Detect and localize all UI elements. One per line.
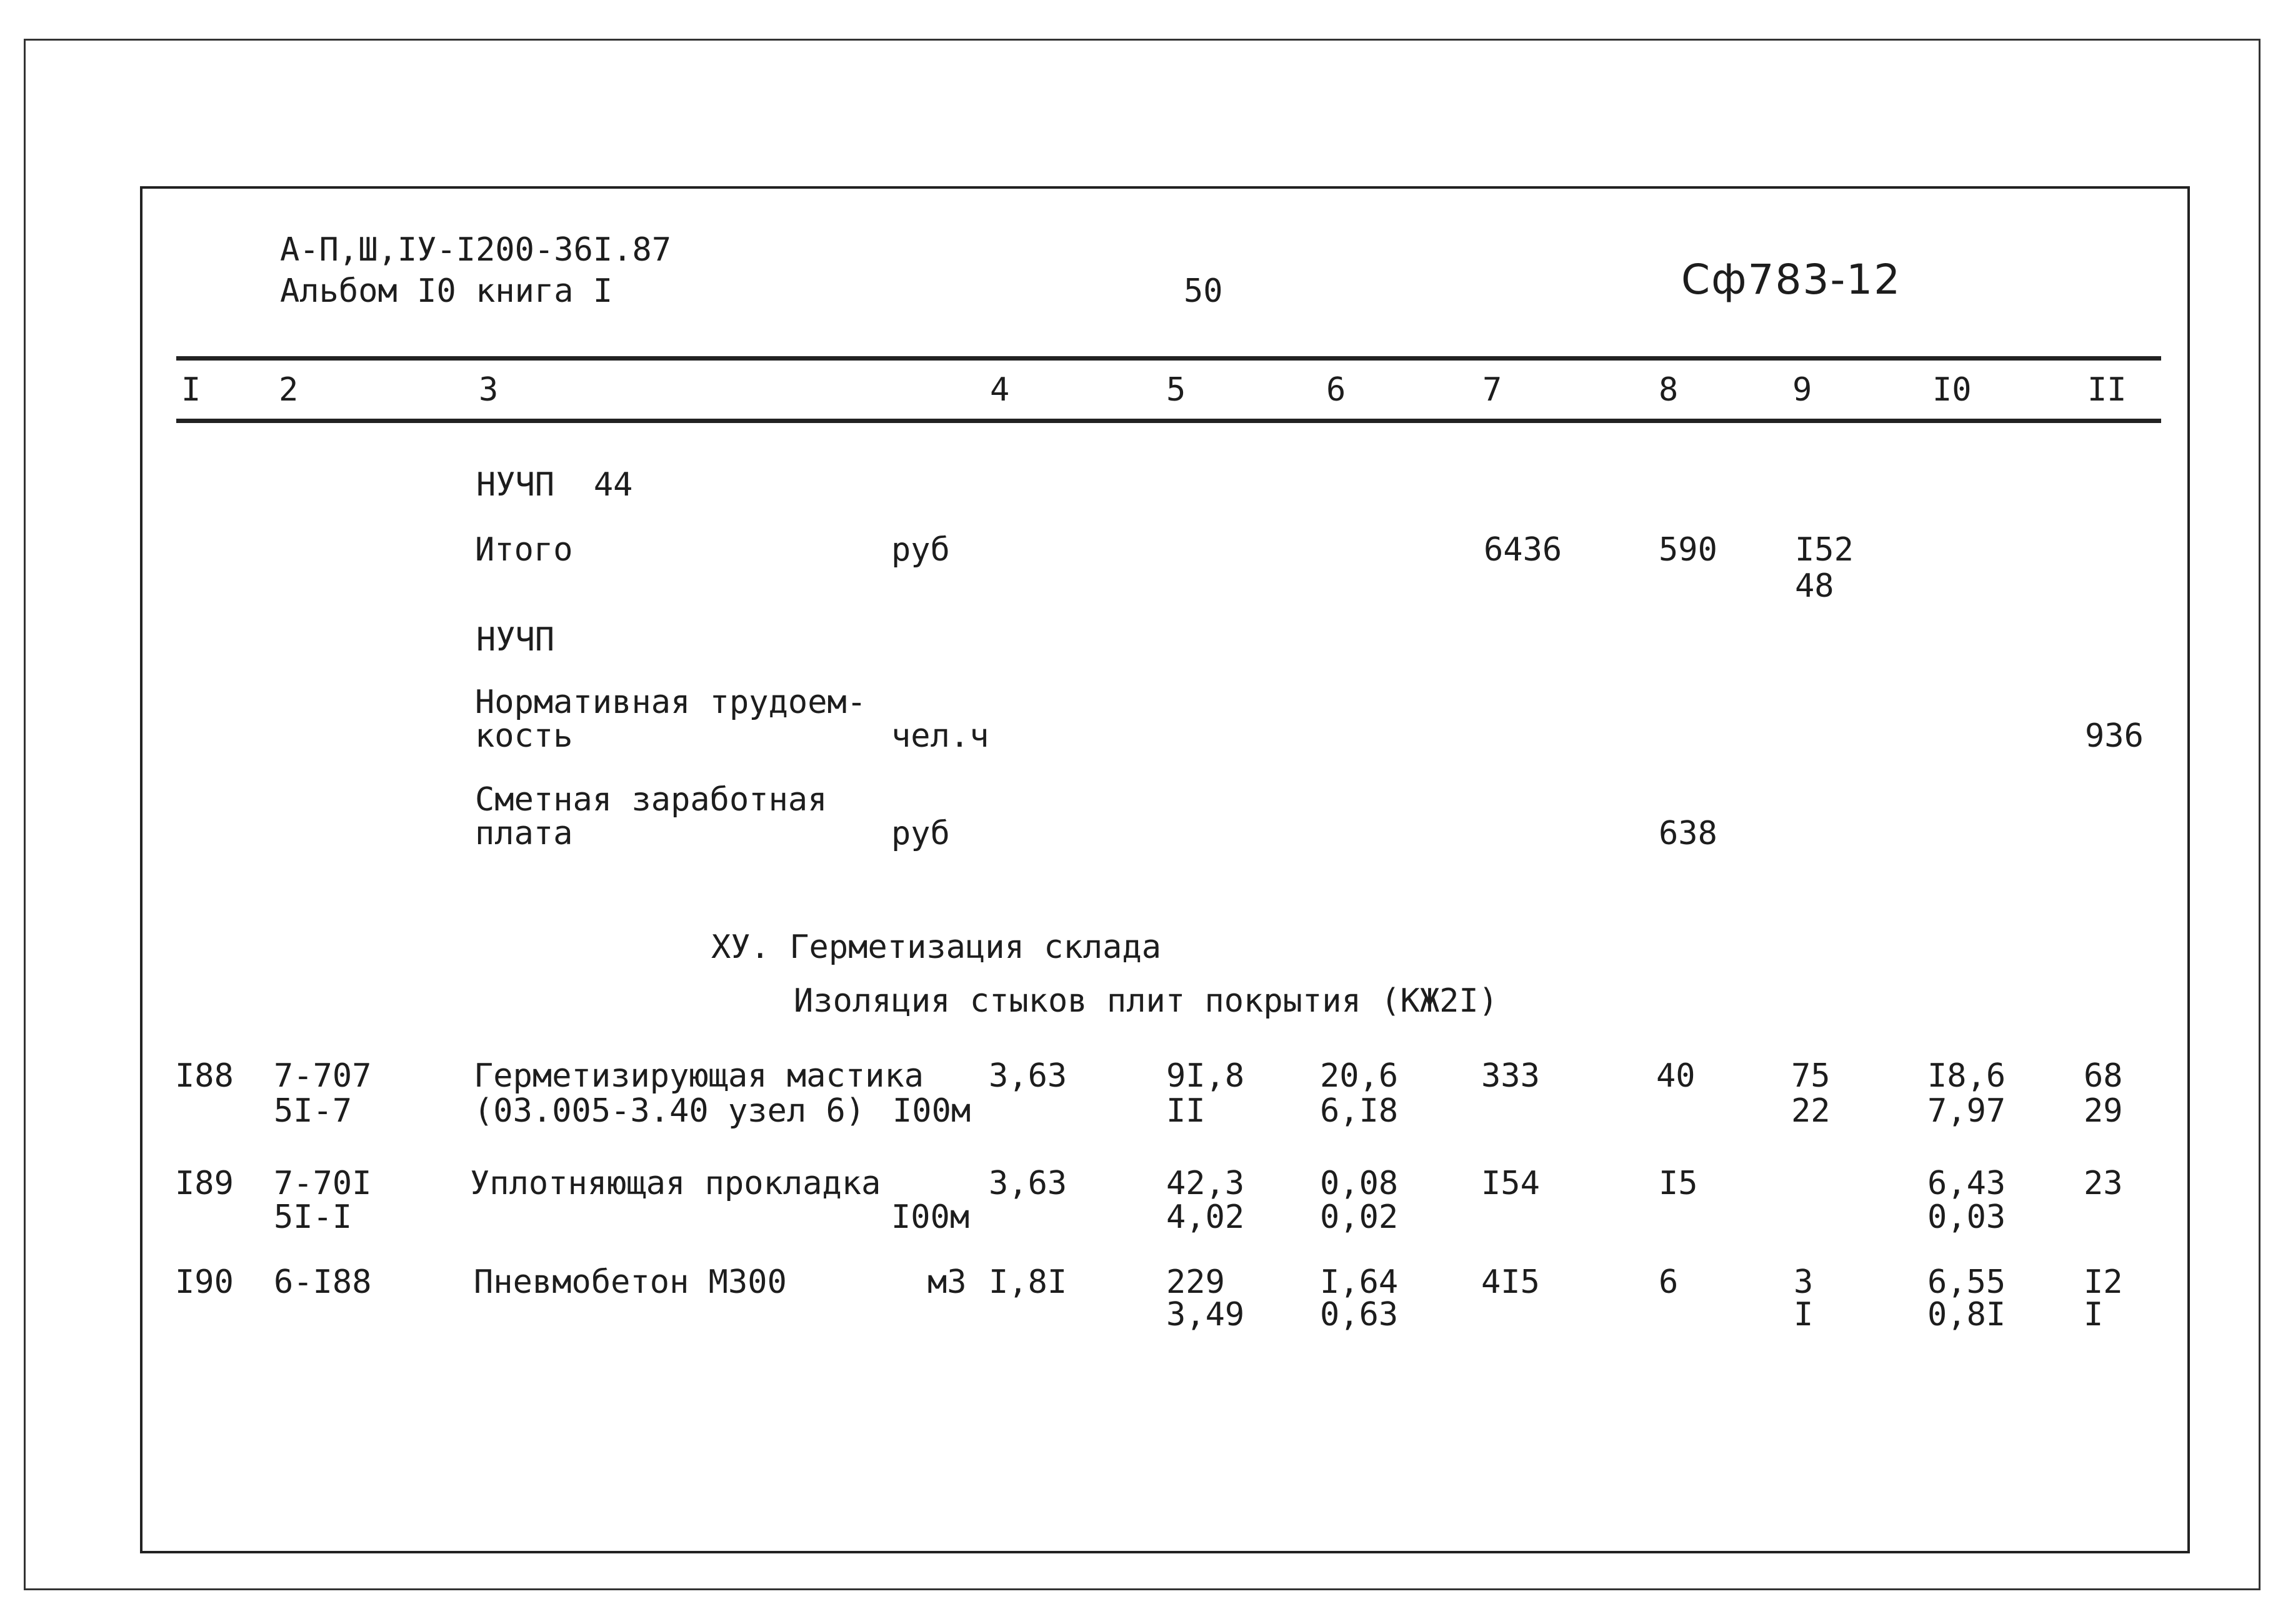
document-designation: А-П,Ш,IУ-I200-36I.87 [280,231,672,269]
row-name: Уплотняющая прокладка [470,1165,881,1202]
itogo-col9-a: I52 [1795,531,1854,569]
row-col10: 6,55 [1927,1263,2006,1301]
row-col6: I,64 [1320,1263,1399,1301]
row-code: 5I-7 [274,1092,352,1130]
header-rule-bottom [176,419,2161,423]
labor-unit: чел.ч [891,717,989,755]
section-subtitle: Изоляция стыков плит покрытия (КЖ2I) [794,982,1499,1020]
labor-label-line2: кость [475,717,573,755]
page-number: 50 [1184,272,1223,310]
row-code: 6-I88 [274,1263,372,1301]
row-col9: 75 [1791,1057,1831,1095]
wage-col8: 638 [1659,815,1717,852]
row-col11: 68 [2084,1057,2123,1095]
wage-label-line2: плата [475,815,573,852]
album-title: Альбом I0 книга I [280,272,613,310]
row-col6: 20,6 [1320,1057,1399,1095]
column-header: 4 [990,371,1010,409]
labor-label-line1: Нормативная трудоем- [475,684,867,721]
column-header: II [2087,371,2127,409]
column-header: I0 [1932,371,1972,409]
row-col10: 7,97 [1927,1092,2006,1130]
row-col7: 4I5 [1481,1263,1540,1301]
row-col8: 6 [1659,1263,1679,1301]
itogo-unit: руб [891,531,950,569]
nuchp-44-label: НУЧП 44 [476,466,633,504]
row-col10: 0,8I [1927,1296,2006,1333]
row-col6: 0,02 [1320,1198,1399,1236]
row-col5: II [1166,1092,1206,1130]
column-header: I [181,371,201,409]
nuchp-label: НУЧП [476,621,555,659]
row-col6: 0,63 [1320,1296,1399,1333]
row-col11: I [2084,1296,2104,1333]
labor-col11: 936 [2085,717,2144,755]
row-col8: I5 [1659,1165,1698,1202]
row-number: I90 [175,1263,234,1301]
row-unit: м3 [927,1263,967,1301]
row-col11: 23 [2084,1165,2123,1202]
column-header: 7 [1482,371,1502,409]
header-rule-top [176,356,2161,361]
row-number: I88 [175,1057,234,1095]
itogo-col9-b: 48 [1795,567,1834,605]
row-name: Пневмобетон М300 [474,1263,787,1301]
row-col7: 333 [1481,1057,1540,1095]
row-unit: I00м [892,1092,971,1130]
document-sheet [140,186,2190,1553]
row-col9: I [1794,1296,1814,1333]
column-header: 5 [1166,371,1186,409]
row-col4: 3,63 [989,1057,1067,1095]
row-col5: 42,3 [1166,1165,1245,1202]
row-col5: 9I,8 [1166,1057,1245,1095]
row-unit: I00м [891,1198,970,1236]
row-col11: I2 [2084,1263,2123,1301]
row-code: 7-707 [274,1057,372,1095]
row-col6: 0,08 [1320,1165,1399,1202]
row-name: Герметизирующая мастика [474,1057,924,1095]
row-col10: I8,6 [1927,1057,2006,1095]
row-code: 7-70I [274,1165,372,1202]
wage-unit: руб [891,815,950,852]
row-col10: 0,03 [1927,1198,2006,1236]
row-code: 5I-I [274,1198,352,1236]
column-header: 3 [479,371,499,409]
row-col4: 3,63 [989,1165,1067,1202]
column-header: 9 [1792,371,1812,409]
row-col9: 22 [1791,1092,1831,1130]
row-col8: 40 [1656,1057,1696,1095]
section-title: ХУ. Герметизация склада [711,929,1162,966]
itogo-col7: 6436 [1484,531,1562,569]
row-col5: 229 [1166,1263,1225,1301]
row-col9: 3 [1794,1263,1814,1301]
stamp-code: Сф783-12 [1681,256,1902,304]
row-col5: 4,02 [1166,1198,1245,1236]
wage-label-line1: Сметная заработная [475,781,827,819]
column-header: 2 [279,371,299,409]
row-name: (03.005-3.40 узел 6) [474,1092,866,1130]
row-col10: 6,43 [1927,1165,2006,1202]
column-header: 6 [1326,371,1346,409]
row-col5: 3,49 [1166,1296,1245,1333]
row-col7: I54 [1481,1165,1540,1202]
row-number: I89 [175,1165,234,1202]
row-col6: 6,I8 [1320,1092,1399,1130]
row-col11: 29 [2084,1092,2123,1130]
itogo-label: Итого [475,531,573,569]
row-col4: I,8I [989,1263,1067,1301]
itogo-col8: 590 [1659,531,1717,569]
column-header: 8 [1659,371,1679,409]
